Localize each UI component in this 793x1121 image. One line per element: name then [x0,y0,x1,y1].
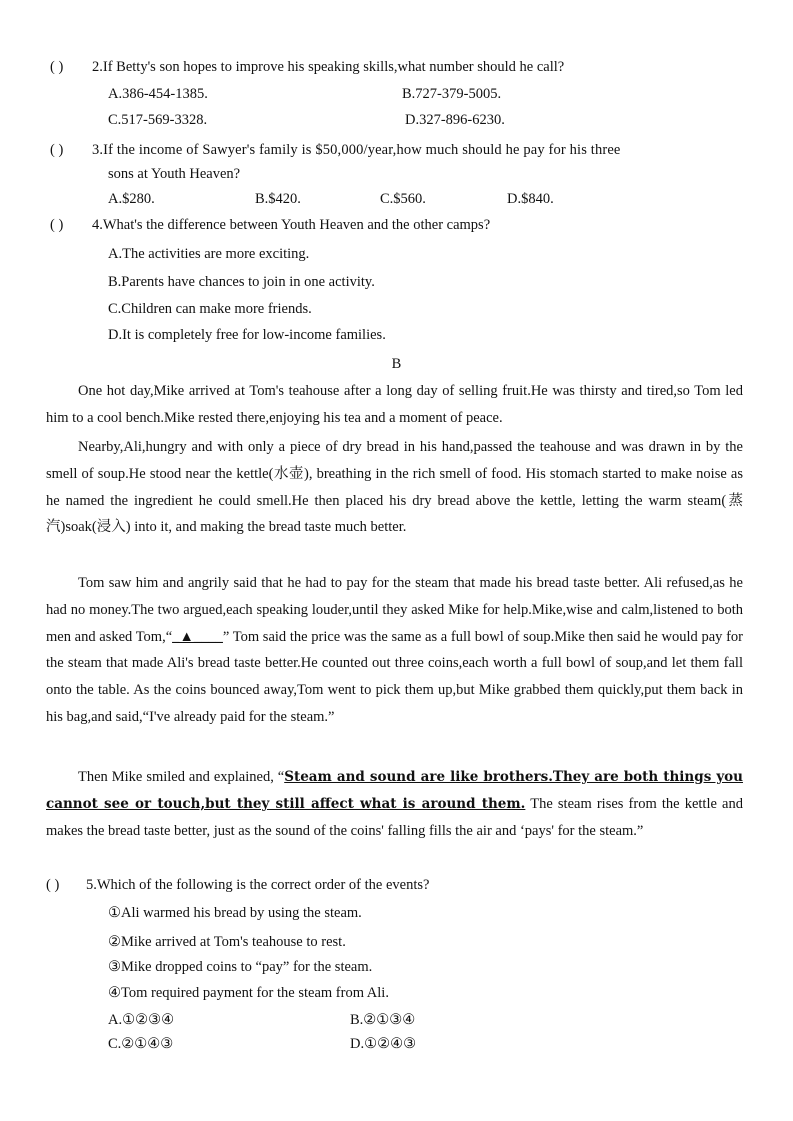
paragraph-text: Tom saw him and angrily said that he had to pay for the steam that made his bread taste better. Ali refused,as he had no money.The two argued,each speaking louder,until they asked Mike for help.Mike,wise and calm,listened to both men and asked Tom,“ [46,575,743,645]
q5-option-d: D.①②④③ [350,1036,417,1052]
underlined-sentence: Steam and sound are like brothers.They are both things you cannot see or touch,but they still affect what is around them. [46,769,743,812]
question-2-stem: 2.If Betty's son hopes to improve his speaking skills,what number should he call? [92,59,565,75]
q2-option-d: D.327-896-6230. [405,112,505,128]
event-1: ①Ali warmed his bread by using the steam. [108,905,362,921]
answer-blank: ( ) [50,59,64,75]
q3-option-d: D.$840. [507,191,554,207]
q5-option-a: A.①②③④ [108,1012,175,1028]
q2-option-a: A.386-454-1385. [108,86,208,102]
event-3: ③Mike dropped coins to “pay” for the steam. [108,959,373,975]
q5-option-c: C.②①④③ [108,1036,174,1052]
passage-paragraph-3 [46,570,743,731]
paragraph-text: The steam rises from the kettle and makes the bread taste better, just as the sound of the coins' falling fills the air and ‘pays' for the steam.” [46,795,743,839]
fill-in-blank: _▲____ [172,628,223,645]
answer-blank: ( ) [46,877,60,893]
paragraph-text: ” Tom said the price was the same as a full bowl of soup.Mike then said he would pay for the steam that made Ali's bread taste better.He counted out three coins,each worth a full bowl of soup,and let them fall onto the table. As the coins bounced away,Tom went to pick them up,but Mike grabbed them quickly,put them back in his bag,and said,“I've already paid for the steam.” [46,628,744,725]
paragraph-text: One hot day,Mike arrived at Tom's teahouse after a long day of selling fruit.He was thirsty and tired,so Tom led him to a cool bench.Mike rested there,enjoying his tea and a moment of peace. [46,383,743,426]
q4-option-d: D.It is completely free for low-income families. [108,327,386,343]
question-3-stem-line1: 3.If the income of Sawyer's family is $50,000/year,how much should he pay for his three [92,142,621,158]
q3-option-b: B.$420. [255,191,301,207]
q3-option-a: A.$280. [108,191,155,207]
event-2: ②Mike arrived at Tom's teahouse to rest. [108,934,346,950]
paragraph-text: Nearby,Ali,hungry and with only a piece of dry bread in his hand,passed the teahouse and was drawn in by the smell of soup.He stood near the kettle(水壶), breathing in the rich smell of food. His stomach started to make noise as he named the ingredient he could smell.He then placed his dry bread above the kettle, letting the warm steam(蒸汽)soak(浸入) into it, and making the bread taste much better. [46,439,743,536]
paragraph-text: Then Mike smiled and explained, “ [78,769,285,785]
question-4-stem: 4.What's the difference between Youth Heaven and the other camps? [92,217,491,233]
q4-option-c: C.Children can make more friends. [108,301,312,317]
q5-option-b: B.②①③④ [350,1012,416,1028]
question-3-stem-line2: sons at Youth Heaven? [108,166,241,182]
section-title: B [391,356,402,372]
event-4: ④Tom required payment for the steam from Ali. [108,985,389,1001]
q4-option-b: B.Parents have chances to join in one activity. [108,274,375,290]
q3-option-c: C.$560. [380,191,426,207]
passage-paragraph-1 [46,378,743,432]
passage-paragraph-2 [46,434,743,541]
question-5-stem: 5.Which of the following is the correct order of the events? [86,877,430,893]
q2-option-b: B.727-379-5005. [402,86,502,102]
answer-blank: ( ) [50,217,64,233]
q2-option-c: C.517-569-3328. [108,112,208,128]
q4-option-a: A.The activities are more exciting. [108,246,310,262]
passage-paragraph-4 [46,764,743,844]
answer-blank: ( ) [50,142,64,158]
